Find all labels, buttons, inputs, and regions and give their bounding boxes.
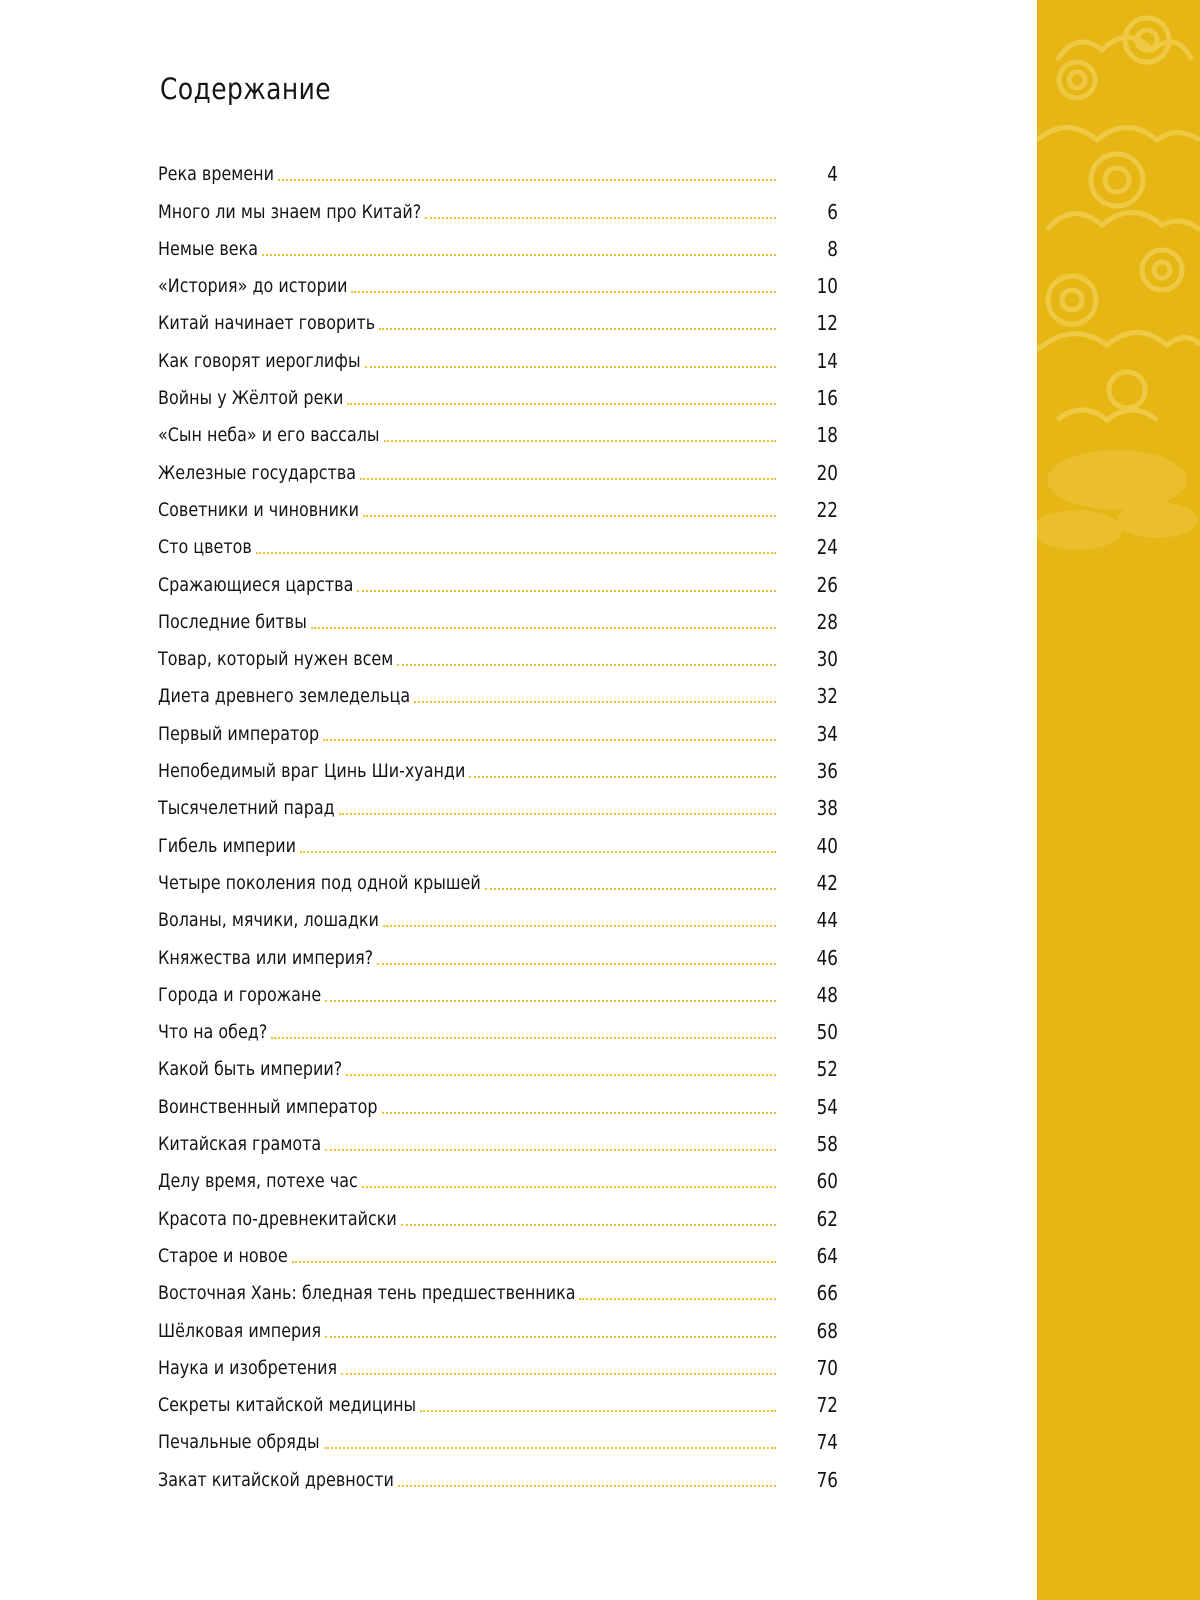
toc-dotted-leader (325, 1000, 776, 1002)
toc-dotted-leader (383, 925, 776, 927)
toc-entry-page-number: 46 (816, 945, 838, 970)
toc-entry (158, 1232, 838, 1269)
toc-entry-title: Непобедимый враг Цинь Ши-хуанди (158, 760, 466, 783)
toc-entry (158, 448, 838, 485)
toc-dotted-leader (323, 739, 776, 741)
toc-entry-title: «История» до истории (158, 275, 348, 298)
toc-dotted-leader (398, 1485, 776, 1487)
toc-entry-page-number: 64 (816, 1243, 838, 1268)
toc-entry-page-number: 38 (816, 796, 838, 821)
toc-dotted-leader (262, 254, 776, 256)
toc-entry-title: Города и горожане (158, 983, 322, 1006)
toc-dotted-leader (397, 664, 776, 666)
toc-entry-title: Товар, который нужен всем (158, 648, 394, 671)
toc-dotted-leader (347, 403, 776, 405)
toc-entry-title: Печальные обряды (158, 1431, 320, 1454)
toc-entry-page-number: 58 (816, 1132, 838, 1157)
toc-entry-title: Река времени (158, 163, 274, 186)
toc-dotted-leader (357, 590, 776, 592)
toc-entry (158, 1045, 838, 1082)
toc-entry-page-number: 32 (816, 684, 838, 709)
toc-entry-title: Гибель империи (158, 834, 296, 857)
toc-entry-title: Много ли мы знаем про Китай? (158, 200, 422, 223)
page-title: Содержание (160, 72, 332, 106)
toc-dotted-leader (469, 776, 776, 778)
toc-entry-title: Делу время, потехе час (158, 1170, 358, 1193)
toc-entry (158, 262, 838, 299)
toc-entry-title: Какой быть империи? (158, 1058, 343, 1081)
toc-entry-title: Как говорят иероглифы (158, 349, 361, 372)
toc-entry (158, 709, 838, 746)
toc-entry-page-number: 12 (816, 311, 838, 336)
toc-entry (158, 374, 838, 411)
toc-entry-page-number: 50 (816, 1020, 838, 1045)
toc-entry-page-number: 24 (816, 535, 838, 560)
toc-entry (158, 1120, 838, 1157)
toc-entry-title: Восточная Хань: бледная тень предшественника (158, 1282, 576, 1305)
toc-dotted-leader (579, 1298, 776, 1300)
toc-entry (158, 1008, 838, 1045)
toc-entry-title: Последние битвы (158, 610, 307, 633)
toc-entry-page-number: 4 (827, 162, 838, 187)
toc-entry-title: Немые века (158, 237, 258, 260)
toc-entry-title: «Сын неба» и его вассалы (158, 424, 380, 447)
toc-entry-page-number: 42 (816, 870, 838, 895)
toc-entry-title: Воланы, мячики, лошадки (158, 909, 379, 932)
toc-entry-page-number: 28 (816, 609, 838, 634)
toc-entry-page-number: 30 (816, 647, 838, 672)
toc-entry (158, 1381, 838, 1418)
toc-dotted-leader (339, 813, 776, 815)
toc-entry (158, 486, 838, 523)
toc-entry-page-number: 10 (816, 274, 838, 299)
toc-entry (158, 672, 838, 709)
toc-entry-title: Старое и новое (158, 1244, 288, 1267)
toc-entry-title: Четыре поколения под одной крышей (158, 871, 481, 894)
toc-dotted-leader (414, 701, 776, 703)
toc-entry (158, 1082, 838, 1119)
toc-dotted-leader (360, 478, 776, 480)
cloud-pattern-icon (1037, 0, 1200, 1600)
toc-dotted-leader (365, 366, 776, 368)
toc-dotted-leader (401, 1224, 776, 1226)
toc-entry-title: Секреты китайской медицины (158, 1394, 417, 1417)
toc-dotted-leader (363, 515, 776, 517)
toc-entry-title: Княжества или империя? (158, 946, 374, 969)
toc-dotted-leader (256, 552, 776, 554)
toc-dotted-leader (384, 440, 776, 442)
toc-dotted-leader (382, 1112, 776, 1114)
toc-entry-title: Войны у Жёлтой реки (158, 387, 344, 410)
toc-entry-title: Китай начинает говорить (158, 312, 376, 335)
toc-entry-title: Первый император (158, 722, 320, 745)
toc-dotted-leader (325, 1149, 776, 1151)
toc-entry (158, 598, 838, 635)
toc-entry-page-number: 48 (816, 982, 838, 1007)
toc-entry-title: Шёлковая империя (158, 1319, 322, 1342)
toc-entry (158, 1194, 838, 1231)
toc-entry (158, 411, 838, 448)
table-of-contents (158, 150, 838, 1493)
toc-entry-page-number: 54 (816, 1094, 838, 1119)
toc-dotted-leader (324, 1447, 776, 1449)
toc-entry-page-number: 66 (816, 1281, 838, 1306)
toc-entry (158, 1418, 838, 1455)
toc-dotted-leader (425, 217, 776, 219)
toc-entry-title: Тысячелетний парад (158, 797, 335, 820)
toc-entry-page-number: 6 (827, 199, 838, 224)
toc-dotted-leader (271, 1037, 776, 1039)
toc-entry-title: Воинственный император (158, 1095, 378, 1118)
toc-dotted-leader (485, 888, 776, 890)
toc-entry-title: Сражающиеся царства (158, 573, 354, 596)
toc-entry (158, 187, 838, 224)
toc-dotted-leader (341, 1373, 776, 1375)
toc-entry-page-number: 68 (816, 1318, 838, 1343)
toc-entry-page-number: 70 (816, 1355, 838, 1380)
toc-entry-title: Что на обед? (158, 1021, 268, 1044)
toc-entry-title: Китайская грамота (158, 1133, 322, 1156)
toc-entry (158, 747, 838, 784)
toc-dotted-leader (379, 328, 776, 330)
toc-entry (158, 1157, 838, 1194)
toc-entry-page-number: 34 (816, 721, 838, 746)
toc-entry-page-number: 76 (816, 1467, 838, 1492)
toc-entry-page-number: 18 (816, 423, 838, 448)
toc-entry (158, 635, 838, 672)
toc-dotted-leader (278, 179, 776, 181)
toc-entry-page-number: 8 (827, 236, 838, 261)
toc-entry (158, 299, 838, 336)
toc-dotted-leader (377, 963, 776, 965)
toc-entry-page-number: 20 (816, 460, 838, 485)
toc-entry (158, 933, 838, 970)
toc-entry (158, 523, 838, 560)
toc-entry-title: Наука и изобретения (158, 1356, 338, 1379)
toc-dotted-leader (351, 291, 776, 293)
toc-entry (158, 1455, 838, 1492)
toc-entry-page-number: 44 (816, 908, 838, 933)
toc-entry-page-number: 36 (816, 759, 838, 784)
toc-entry-page-number: 52 (816, 1057, 838, 1082)
toc-dotted-leader (325, 1336, 776, 1338)
toc-entry (158, 784, 838, 821)
toc-entry-title: Красота по-древнекитайски (158, 1207, 397, 1230)
toc-entry-title: Диета древнего земледельца (158, 685, 411, 708)
toc-entry-page-number: 62 (816, 1206, 838, 1231)
toc-entry (158, 859, 838, 896)
toc-dotted-leader (362, 1186, 776, 1188)
toc-entry-title: Железные государства (158, 461, 357, 484)
toc-entry-title: Сто цветов (158, 536, 252, 559)
toc-entry-title: Закат китайской древности (158, 1468, 394, 1491)
toc-entry (158, 1344, 838, 1381)
toc-entry-page-number: 14 (816, 348, 838, 373)
toc-dotted-leader (292, 1261, 776, 1263)
toc-entry (158, 896, 838, 933)
toc-entry (158, 560, 838, 597)
toc-dotted-leader (300, 851, 776, 853)
toc-entry-page-number: 72 (816, 1393, 838, 1418)
toc-entry-page-number: 26 (816, 572, 838, 597)
toc-dotted-leader (346, 1074, 776, 1076)
decorative-cloud-band (1037, 0, 1200, 1600)
toc-dotted-leader (420, 1410, 776, 1412)
toc-entry (158, 150, 838, 187)
toc-entry-page-number: 74 (816, 1430, 838, 1455)
toc-entry-page-number: 60 (816, 1169, 838, 1194)
toc-entry-page-number: 40 (816, 833, 838, 858)
toc-entry (158, 1269, 838, 1306)
toc-entry (158, 336, 838, 373)
toc-entry-page-number: 16 (816, 386, 838, 411)
toc-entry (158, 225, 838, 262)
toc-entry (158, 971, 838, 1008)
toc-entry (158, 1306, 838, 1343)
toc-dotted-leader (311, 627, 776, 629)
toc-entry (158, 821, 838, 858)
toc-entry-page-number: 22 (816, 497, 838, 522)
toc-entry-title: Советники и чиновники (158, 498, 359, 521)
